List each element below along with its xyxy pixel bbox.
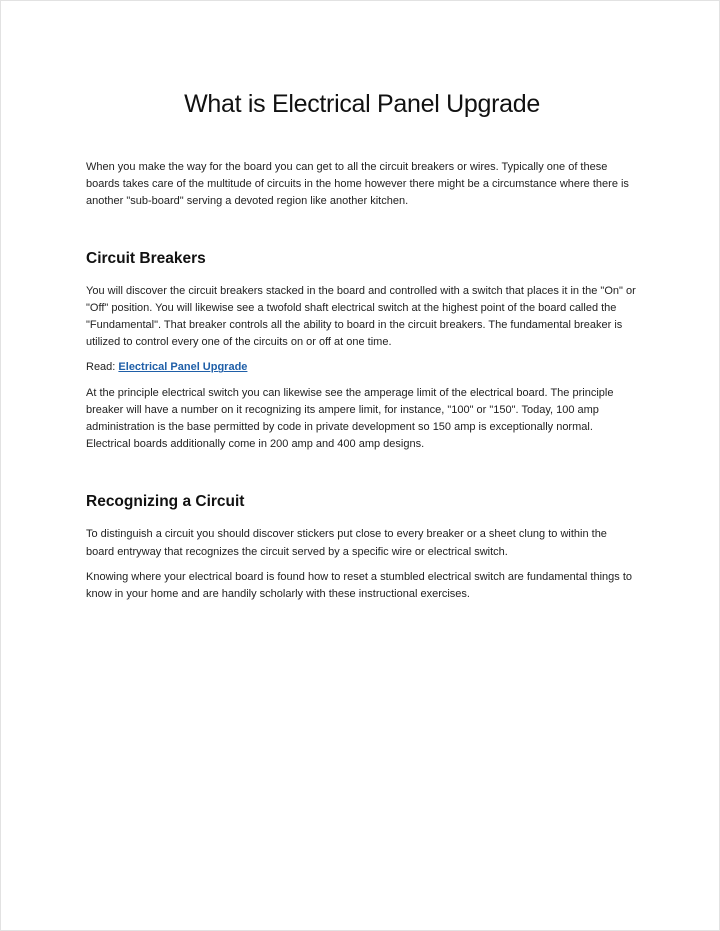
read-line xyxy=(86,359,638,376)
section-heading: Recognizing a Circuit xyxy=(86,493,245,511)
section-circuit-breakers xyxy=(86,248,638,454)
document-content xyxy=(86,87,638,611)
section-spacer xyxy=(86,219,638,248)
section-paragraph: At the principle electrical switch you can likewise see the amperage limit of the electrical board. The principle breaker will have a number on it recognizing its ampere limit, for instance, "100" or "150". Today, 100 amp administration is the base permitted by code in private development so 150 amp is exceptionally normal. Electrical boards additionally come in 200 amp and 400 amp designs. xyxy=(86,386,614,451)
section-spacer xyxy=(86,461,638,491)
electrical-panel-upgrade-link[interactable]: Electrical Panel Upgrade xyxy=(118,361,248,374)
section-paragraph: Knowing where your electrical board is found how to reset a stumbled electrical switch are fundamental things to know in your home and are handily scholarly with these instructional exercises. xyxy=(86,570,633,601)
intro-paragraph: When you make the way for the board you can get to all the circuit breakers or wires. Typically one of these boards takes care of the multitude of circuits in the home however there might be a circumstance where there is another "sub-board" serving a devoted region like another kitchen. xyxy=(86,161,629,208)
section-recognizing-circuit xyxy=(86,491,638,603)
read-prefix: Read: xyxy=(86,361,119,374)
section-heading: Circuit Breakers xyxy=(86,249,206,267)
page-title: What is Electrical Panel Upgrade xyxy=(184,90,540,118)
section-paragraph: You will discover the circuit breakers stacked in the board and controlled with a switch that places it in the "On" or "Off" position. You will likewise see a twofold shaft electrical switch at the highest point of the board called the "Fundamental". That breaker controls all the ability to board in the circuit breakers. The fundamental breaker is utilized to control every one of the circuits on or off at one time. xyxy=(86,284,636,349)
section-paragraph: To distinguish a circuit you should discover stickers put close to every breaker or a sheet clung to within the board entryway that recognizes the circuit served by a specific wire or electrical switch. xyxy=(86,528,607,558)
